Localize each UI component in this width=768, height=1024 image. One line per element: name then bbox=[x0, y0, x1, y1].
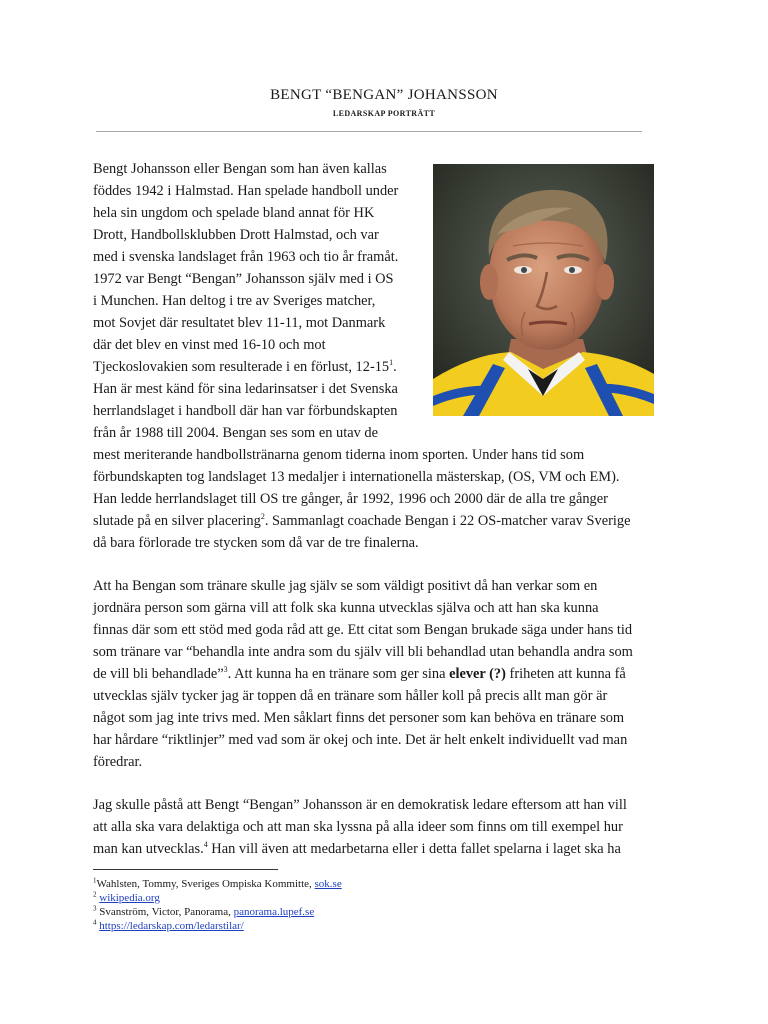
footnote-ref[interactable]: 1 bbox=[389, 358, 394, 368]
body-line bbox=[93, 510, 630, 532]
body-text: slutade på en silver placering bbox=[93, 513, 261, 529]
body-line: Jag skulle påstå att Bengt “Bengan” Johansson är en demokratisk ledare eftersom att han vill bbox=[93, 797, 627, 813]
body-line: Han är mest känd för sina ledarinsatser i det Svenska bbox=[93, 381, 398, 397]
footnote-link[interactable]: https://ledarskap.com/ledarstilar/ bbox=[99, 920, 244, 932]
body-line: jordnära person som gärna vill att folk ska kunna utvecklas själva och att han ska kunna bbox=[93, 600, 599, 616]
body-line: Att ha Bengan som tränare skulle jag själv se som väldigt positivt då han verkar som en bbox=[93, 578, 598, 594]
footnote-link[interactable]: wikipedia.org bbox=[99, 892, 160, 904]
body-line: föredrar. bbox=[93, 754, 143, 770]
page-subtitle: LEDARSKAP PORTRÄTT bbox=[332, 109, 436, 118]
footnote-ref[interactable]: 2 bbox=[260, 512, 265, 522]
body-text: Tjeckoslovakien som resulterade i en förlust, 12-15 bbox=[93, 359, 390, 375]
footnote-1 bbox=[93, 878, 342, 891]
footnote-number: 4 bbox=[93, 918, 97, 927]
bold-text: elever (?) bbox=[449, 666, 506, 682]
body-text: . Sammanlagt coachade Bengan i 22 OS-matcher varav Sverige bbox=[264, 513, 631, 529]
body-line: mot Sovjet där resultatet blev 11-11, mot Danmark bbox=[93, 315, 386, 331]
body-text: de vill bli behandlade” bbox=[93, 666, 224, 682]
body-line: då bara förlorade tre stycken som då var de tre finalerna. bbox=[93, 535, 419, 551]
body-line bbox=[93, 356, 397, 378]
body-line: Bengt Johansson eller Bengan som han även kallas bbox=[93, 161, 387, 177]
body-line: har hårdare “riktlinjer” med vad som är okej och inte. Det är helt enkelt individuellt vad man bbox=[93, 732, 628, 748]
body-line: förbundskapten tog landslaget 13 medaljer i internationella mästerskap, (OS, VM och EM). bbox=[93, 469, 620, 485]
footnote-link[interactable]: panorama.lupef.se bbox=[233, 906, 315, 918]
body-line: 1972 var Bengt “Bengan” Johansson själv med i OS bbox=[93, 271, 394, 287]
body-line: finnas där som ett stöd med goda råd att ge. Ett citat som Bengan brukade säga under hans tid bbox=[93, 622, 633, 638]
body-line: föddes 1942 i Halmstad. Han spelade handboll under bbox=[93, 183, 399, 199]
body-line: som tränare var “behandla inte andra som du själv vill bli behandlad utan behandla andra som bbox=[93, 644, 633, 660]
body-text: friheten att kunna få bbox=[505, 666, 626, 682]
body-text: . Att kunna ha en tränare som ger sina bbox=[227, 666, 450, 682]
footnote-number: 3 bbox=[93, 904, 97, 913]
footnote-2 bbox=[93, 892, 160, 905]
body-line: där det blev en vinst med 16-10 och mot bbox=[93, 337, 326, 353]
page-title: BENGT “BENGAN” JOHANSSON bbox=[270, 87, 498, 103]
body-line: i Munchen. Han deltog i tre av Sveriges matcher, bbox=[93, 293, 376, 309]
body-line: herrlandslaget i handboll där han var förbundskapten bbox=[93, 403, 398, 419]
footnote-text: Wahlsten, Tommy, Sveriges Ompiska Kommitte, bbox=[96, 878, 315, 890]
footnote-3 bbox=[93, 906, 314, 919]
footnote-number: 2 bbox=[93, 890, 97, 899]
footnote-link[interactable]: sok.se bbox=[314, 878, 342, 890]
footnote-ref[interactable]: 4 bbox=[203, 840, 208, 850]
footnote-4 bbox=[93, 920, 244, 933]
body-line: från år 1988 till 2004. Bengan ses som en utav de bbox=[93, 425, 378, 441]
body-line: utvecklas själv tycker jag är toppen då en tränare som håller koll på precis allt man gör är bbox=[93, 688, 608, 704]
body-text: Han vill även att medarbetarna eller i detta fallet spelarna i laget ska ha bbox=[207, 841, 621, 857]
body-text: man kan utvecklas. bbox=[93, 841, 204, 857]
body-line: något som jag inte trivs med. Men såklart finns det personer som kan behöva en tränare som bbox=[93, 710, 625, 726]
body-line bbox=[93, 663, 626, 685]
footnote-text: Svanström, Victor, Panorama, bbox=[96, 906, 234, 918]
body-line: att alla ska vara delaktiga och att man ska lyssna på alla ideer som finns om till exempel hur bbox=[93, 819, 623, 835]
body-line: Drott, Handbollsklubben Drott Halmstad, och var bbox=[93, 227, 379, 243]
footnote-divider bbox=[93, 869, 278, 870]
body-text: . bbox=[393, 359, 397, 375]
body-line: mest meriterande handbollstränarna genom tiderna inom sporten. Under hans tid som bbox=[93, 447, 585, 463]
header-divider bbox=[96, 131, 642, 132]
footnote-ref[interactable]: 3 bbox=[223, 665, 228, 675]
portrait-illustration bbox=[433, 164, 654, 416]
footnote-number: 1 bbox=[93, 876, 97, 885]
body-line: Han ledde herrlandslaget till OS tre gånger, år 1992, 1996 och 2000 där de alla tre gånger bbox=[93, 491, 608, 507]
body-line: med i svenska landslaget från 1963 och tio år framåt. bbox=[93, 249, 399, 265]
body-line bbox=[93, 838, 621, 860]
portrait-photo bbox=[433, 164, 654, 416]
body-line: hela sin ungdom och spelade bland annat för HK bbox=[93, 205, 375, 221]
